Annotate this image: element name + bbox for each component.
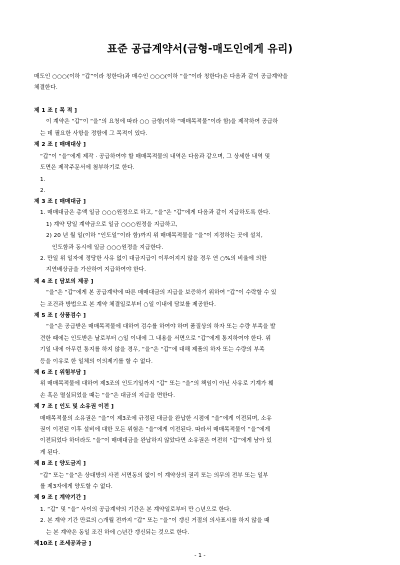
article-6-line: 손 혹은 멸실되었을 때는 “을”은 대금의 지급을 면한다. [40, 393, 176, 399]
article-9-line: 2. 본 계약 기간 만료의 ○개월 전까지 “갑” 또는 “을”이 갱신 거절의 의사표시를 하지 않을 때 [40, 518, 270, 524]
article-2-heading: 제 2 조 [ 매매대상 ] [34, 142, 86, 148]
article-2-item: 2. [40, 188, 46, 194]
article-7-line: 매매목적물의 소유권은 “을”이 제3조에 규정된 대금을 완납한 시점에 “을”에게 이전되며, 소유 [40, 416, 272, 422]
article-2-line: “갑”이 “을”에게 제작 · 공급하여야 할 매매목적물의 내역은 다음과 같으며, 그 상세한 내역 및 [40, 154, 271, 160]
article-2-item: 1. [40, 177, 46, 183]
article-3-line: 1. 매매대금은 총액 일금 ○○○원정으로 하고, “을”은 “갑”에게 다음과 같이 지급하도록 한다. [40, 210, 271, 216]
article-2-line: 도면은 제작주문서에 첨부하기로 한다. [40, 165, 135, 171]
article-8-line: “갑” 또는 “을”은 상대방의 사전 서면동의 없이 이 계약상의 권리 또는 의무의 전부 또는 일부 [40, 473, 269, 479]
article-5-heading: 제 5 조 [ 상품검수 ] [34, 313, 86, 319]
article-1-line: 는 데 필요한 사항을 정함에 그 목적이 있다. [40, 131, 148, 137]
article-5-line: 견한 때에는 인도받은 날로부터 ○일 이내에 그 내용을 서면으로 “갑”에게 통지하여야 한다. 위 [40, 336, 271, 342]
article-3-line: 인도함과 동시에 일금 ○○○원정을 지급한다. [52, 245, 164, 251]
article-9-line: 1. “갑” 및 “을” 사이의 공급계약의 기간은 본 계약일로부터 만 ○년으로 한다. [40, 507, 232, 513]
intro-line: 체결한다. [34, 85, 58, 91]
article-7-line: 이전되었다 하더라도 “을”이 매매대금을 완납하지 않았다면 소유권은 여전히 “갑”에게 남아 있 [40, 438, 272, 444]
article-3-heading: 제 3 조 [ 매매대금 ] [34, 199, 86, 205]
article-7-line: 권이 이전된 이후 설비에 대한 모든 위험은 “을”에게 이전된다. 따라서 매매목적물이 “을”에게 [40, 427, 271, 433]
page-number: - 1 - [194, 553, 206, 559]
article-5-line: 등을 이유로 한 일체의 이의제기를 할 수 없다. [40, 359, 153, 365]
article-8-line: 를 제3자에게 양도할 수 없다. [40, 484, 113, 490]
article-7-heading: 제 7 조 [ 인도 및 소유권 이전 ] [34, 404, 114, 410]
article-1-line: 이 계약은 “갑”이 “을”의 요청에 따라 ○○ 금형(이하 “매매목적물”이라 함)을 제작하여 공급하 [46, 119, 279, 125]
article-3-line: 1) 계약 당일 계약금으로 일금 ○○○원정을 지급하고, [46, 222, 178, 228]
article-1-heading: 제 1 조 [ 목 적 ] [34, 108, 77, 114]
article-3-line: 지연배상금을 가산하여 지급하여야 한다. [46, 267, 147, 273]
article-3-line: 2) 20 년 월 일(이하 “인도일”이라 함)까지 위 매매목적물을 “을”이 지정하는 곳에 설치, [46, 233, 263, 239]
article-10-heading: 제10조 [ 조세공과금 ] [34, 541, 92, 547]
intro-line: 매도인 ○○○(이하 “갑”이라 칭한다)과 매수인 ○○○(이하 “을”이라 칭한다)은 다음과 같이 공급계약을 [34, 74, 289, 80]
article-4-line: 는 조건과 방법으로 본 계약 체결일로부터 ○일 이내에 담보를 제공한다. [40, 302, 216, 308]
article-8-heading: 제 8 조 [ 양도금지 ] [34, 461, 86, 467]
article-9-line: 는 본 계약은 동일 조건 하에 ○년간 갱신되는 것으로 한다. [46, 530, 190, 536]
article-9-heading: 제 9 조 [ 계약기간 ] [34, 495, 86, 501]
article-6-heading: 제 6 조 [ 위험부담 ] [34, 370, 86, 376]
article-4-line: “을”은 “갑”에게 본 공급계약에 따른 매매대금의 지급을 보증하기 위하여 “갑”이 수락할 수 있 [46, 290, 277, 296]
article-6-line: 위 매매목적물에 대하여 제3조의 인도기일까지 “갑” 또는 “을”의 책임이 아닌 사유로 기계가 훼 [40, 381, 274, 387]
article-4-heading: 제 4 조 [ 담보의 제공 ] [34, 279, 94, 285]
article-5-line: “을”은 공급받은 매매목적물에 대하여 검수를 하여야 하며 품질상의 하자 또는 수량 부족을 발 [46, 324, 276, 330]
document-title: 표준 공급계약서(금형-매도인에게 유리) [107, 43, 293, 55]
article-7-line: 게 된다. [40, 450, 61, 456]
article-5-line: 기일 내에 아무런 통지를 하지 않을 경우, “을”은 “갑”에 대해 제품의 하자 또는 수량의 부족 [40, 347, 265, 353]
article-3-line: 2. 만일 위 일자에 정당한 사유 없이 대금지급이 이루어지지 않을 경우 연 ○%의 비율에 의한 [40, 256, 267, 262]
